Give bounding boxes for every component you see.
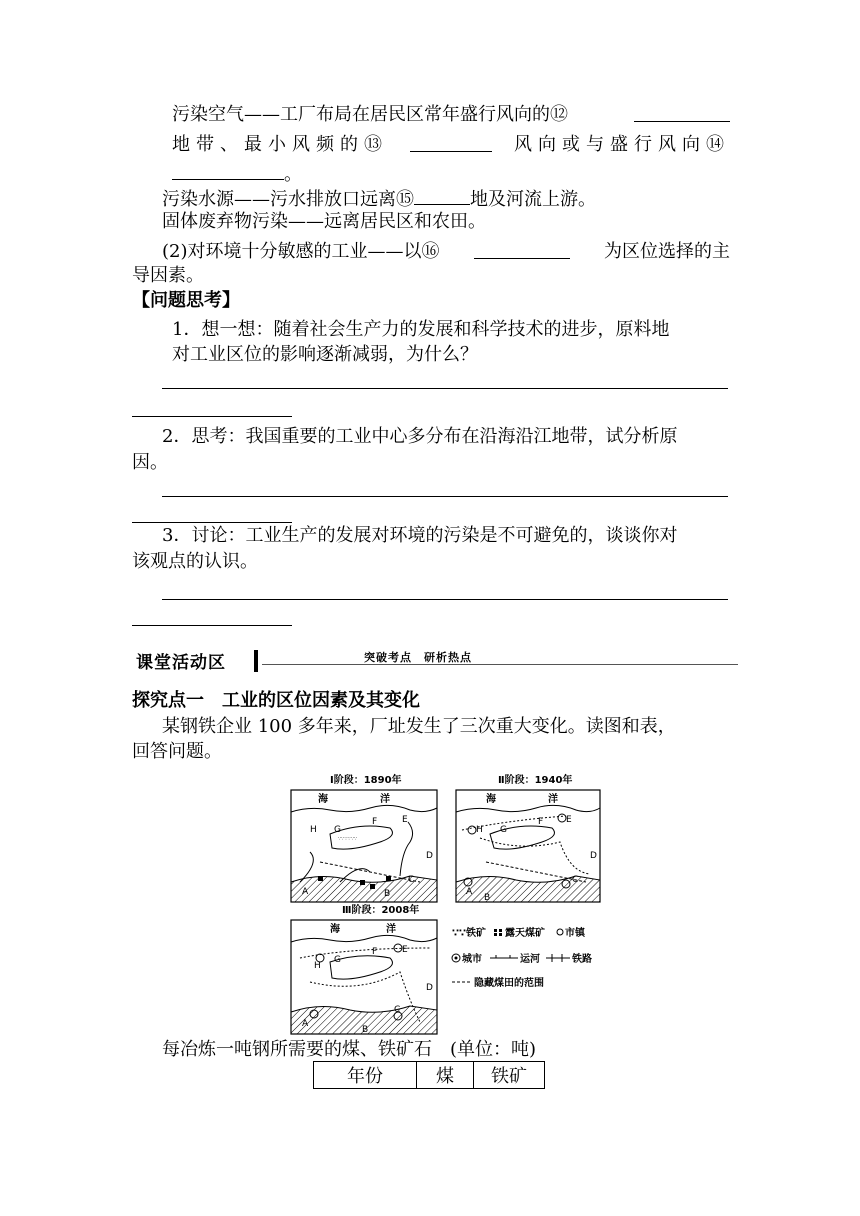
section-intro-line-1: 某钢铁企业 100 多年来，厂址发生了三次重大变化。读图和表， bbox=[162, 716, 676, 737]
point-label: E bbox=[402, 945, 408, 955]
thinking-heading: 【问题思考】 bbox=[132, 290, 240, 311]
point-label: F bbox=[538, 817, 544, 827]
banner-rule bbox=[262, 664, 738, 665]
banner-title: 课堂活动区 bbox=[136, 653, 226, 673]
stage-3-title: Ⅲ阶段：2008年 bbox=[342, 905, 420, 916]
question-3-line-2: 该观点的认识。 bbox=[132, 551, 258, 572]
ocean-label: 洋 bbox=[548, 794, 558, 805]
sea-label: 海 bbox=[486, 794, 496, 805]
point-label: F bbox=[372, 817, 378, 827]
point-label: D bbox=[590, 851, 597, 861]
map-stage-3 bbox=[291, 920, 437, 1034]
sensitive-industry-line-1 bbox=[162, 240, 730, 264]
question-2-line-1: 2．思考：我国重要的工业中心多分布在沿海沿江地带，试分析原 bbox=[162, 426, 678, 447]
question-2-line-2: 因。 bbox=[132, 452, 168, 473]
point-label: H bbox=[476, 825, 483, 835]
point-label: C bbox=[572, 875, 579, 885]
answer-line[interactable] bbox=[162, 496, 728, 497]
ocean-label: 洋 bbox=[380, 794, 390, 805]
legend-iron: 铁矿 bbox=[466, 928, 486, 939]
table-header-cell: 煤 bbox=[417, 1062, 474, 1089]
answer-line[interactable] bbox=[132, 416, 292, 417]
section-intro-line-2: 回答问题。 bbox=[132, 741, 222, 762]
point-label: A bbox=[466, 887, 473, 897]
text: 污染水源——污水排放口远离⑮ bbox=[162, 189, 414, 210]
text: 风向或与盛行风向⑭ bbox=[514, 134, 730, 155]
blank-14[interactable] bbox=[172, 161, 284, 180]
point-label: A bbox=[302, 887, 309, 897]
point-label: B bbox=[362, 1025, 369, 1035]
legend-town: 市镇 bbox=[565, 928, 585, 939]
legend-hidden-coalfield: 隐藏煤田的范围 bbox=[474, 978, 544, 989]
section-heading: 探究点一 工业的区位因素及其变化 bbox=[132, 690, 420, 711]
point-label: E bbox=[402, 815, 408, 825]
answer-line[interactable] bbox=[162, 599, 728, 600]
text: 为区位选择的主 bbox=[604, 241, 730, 262]
point-label: C bbox=[408, 875, 415, 885]
text: 地及河流上游。 bbox=[470, 189, 596, 210]
air-pollution-line-3 bbox=[172, 161, 302, 187]
map-stage-2 bbox=[456, 790, 600, 902]
point-label: D bbox=[426, 851, 433, 861]
point-label: D bbox=[426, 983, 433, 993]
point-label: B bbox=[484, 893, 491, 903]
legend-canal: 运河 bbox=[520, 954, 540, 965]
air-pollution-line-1 bbox=[172, 103, 730, 127]
stage-1-title: Ⅰ阶段：1890年 bbox=[330, 775, 402, 786]
point-label: H bbox=[314, 961, 321, 971]
svg-text:∵∵∵∵∵∵: ∵∵∵∵∵∵ bbox=[338, 836, 358, 842]
svg-text:∵∵: ∵∵ bbox=[452, 928, 466, 939]
banner-bar bbox=[254, 650, 258, 672]
point-label: B bbox=[384, 889, 391, 899]
point-label: C bbox=[394, 1005, 401, 1015]
map-stage-1 bbox=[291, 790, 437, 902]
legend-rail: 铁路 bbox=[572, 954, 592, 965]
blank-16[interactable] bbox=[474, 240, 570, 259]
solid-waste-line: 固体废弃物污染——远离居民区和农田。 bbox=[162, 211, 486, 232]
text: 地带、最小风频的⑬ bbox=[172, 134, 388, 155]
point-label: G bbox=[334, 955, 341, 965]
point-label: G bbox=[334, 825, 341, 835]
question-1-line-2: 对工业区位的影响逐渐减弱，为什么？ bbox=[172, 344, 478, 365]
blank-12[interactable] bbox=[634, 103, 730, 122]
answer-line[interactable] bbox=[162, 388, 728, 389]
text: 。 bbox=[284, 164, 302, 185]
sea-label: 海 bbox=[330, 924, 340, 935]
table-caption: 每冶炼一吨钢所需要的煤、铁矿石 (单位：吨) bbox=[162, 1039, 537, 1060]
section-banner bbox=[132, 648, 738, 674]
point-label: A bbox=[302, 1019, 309, 1029]
point-label: G bbox=[500, 825, 507, 835]
answer-line[interactable] bbox=[132, 522, 292, 523]
blank-15[interactable] bbox=[414, 186, 470, 205]
point-label: E bbox=[566, 815, 572, 825]
water-pollution-line bbox=[162, 186, 596, 212]
answer-line[interactable] bbox=[132, 625, 292, 626]
table-header-cell: 年份 bbox=[314, 1062, 417, 1089]
point-label: H bbox=[310, 825, 317, 835]
air-pollution-line-2 bbox=[172, 133, 730, 157]
steel-location-maps bbox=[290, 772, 620, 1036]
question-3-line-1: 3．讨论：工业生产的发展对环境的污染是不可避免的，谈谈你对 bbox=[162, 525, 678, 546]
banner-subtitle: 突破考点 研析热点 bbox=[364, 651, 472, 664]
ocean-label: 洋 bbox=[386, 924, 396, 935]
legend-city: 城市 bbox=[462, 954, 482, 965]
text: (2)对环境十分敏感的工业——以⑯ bbox=[162, 241, 440, 262]
sensitive-industry-line-2: 导因素。 bbox=[132, 265, 204, 286]
question-1-line-1: 1．想一想：随着社会生产力的发展和科学技术的进步，原料地 bbox=[172, 319, 670, 340]
map-legend bbox=[452, 926, 592, 989]
point-label: F bbox=[372, 947, 378, 957]
text: 污染空气——工厂布局在居民区常年盛行风向的⑫ bbox=[172, 104, 568, 125]
blank-13[interactable] bbox=[410, 133, 492, 152]
stage-2-title: Ⅱ阶段：1940年 bbox=[498, 775, 573, 786]
legend-coal: 露天煤矿 bbox=[505, 928, 545, 939]
sea-label: 海 bbox=[318, 794, 328, 805]
coal-iron-table bbox=[313, 1061, 545, 1089]
maps-figure bbox=[290, 772, 620, 1036]
table-header-row bbox=[314, 1062, 545, 1089]
table-header-cell: 铁矿 bbox=[474, 1062, 545, 1089]
